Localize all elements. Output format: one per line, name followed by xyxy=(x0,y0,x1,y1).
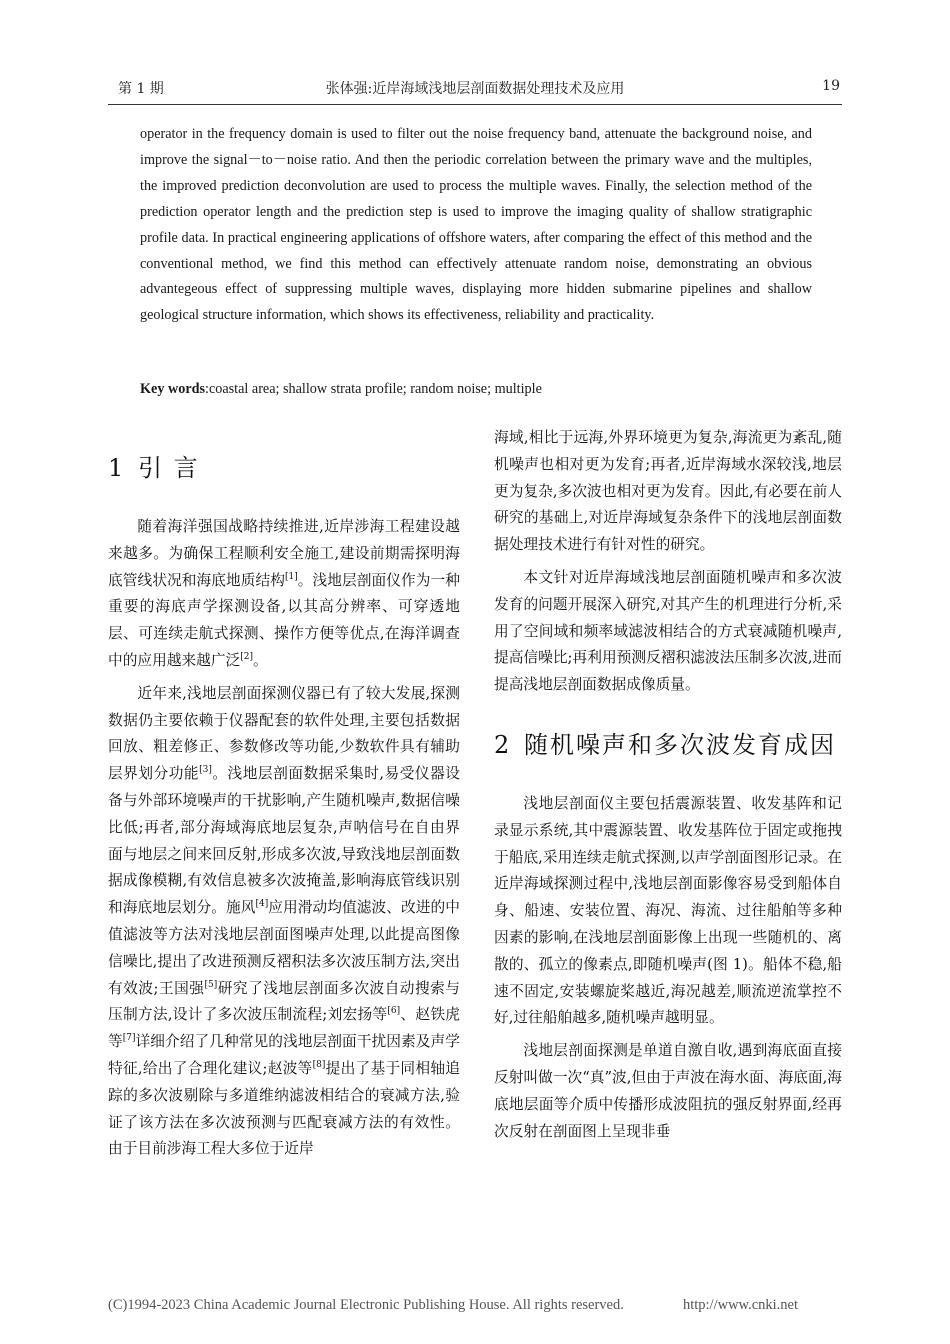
keywords xyxy=(140,376,812,402)
section-1-number: 1 xyxy=(108,454,126,482)
citation-ref[interactable]: [5] xyxy=(204,979,218,990)
keywords-text: :coastal area; shallow strata profile; random noise; multiple xyxy=(205,381,542,397)
keywords-label: Key words xyxy=(140,381,206,397)
section-2-heading xyxy=(494,729,842,761)
section-1-title: 引 言 xyxy=(138,454,200,482)
left-column xyxy=(108,452,460,1169)
header-rule xyxy=(108,104,842,105)
citation-ref[interactable]: [7] xyxy=(122,1033,136,1044)
section-2-title: 随机噪声和多次波发育成因 xyxy=(524,730,836,759)
running-title: 张体强:近岸海域浅地层剖面数据处理技术及应用 xyxy=(325,81,625,97)
citation-ref[interactable]: [8] xyxy=(312,1059,326,1070)
copyright-notice: (C)1994-2023 China Academic Journal Electronic Publishing House. All rights reserved. xyxy=(108,1297,624,1313)
abstract-text: operator in the frequency domain is used to filter out the noise frequency band, attenuate the background noise, and improve the signal－to－noise ratio. And then the periodic correlation between the primary wave and the multiples, the improved prediction deconvolution are used to process the multiple waves. Finally, the selection method of the prediction operator length and the prediction step is used to improve the imaging quality of shallow stratigraphic profile data. In practical engineering applications of offshore waters, after comparing the effect of this method and the conventional method, we find this method can effectively attenuate random noise, demonstrating an obvious advantegeous effect of suppressing multiple waves, displaying more hidden submarine pipelines and shallow geological structure information, which shows its effectiveness, reliability and practicality. xyxy=(140,126,812,324)
footer xyxy=(108,1297,798,1314)
section-2-number: 2 xyxy=(494,730,512,759)
paragraph: 随着海洋强国战略持续推进,近岸涉海工程建设越来越多。为确保工程顺利安全施工,建设前期需探明海底管线状况和海底地质结构[1]。浅地层剖面仪作为一种重要的海底声学探测设备,以其高分辨率、可穿透地层、可连续走航式探测、操作方便等优点,在海洋调查中的应用越来越广泛[2]。 xyxy=(108,518,460,669)
citation-ref[interactable]: [3] xyxy=(199,765,212,776)
citation-ref[interactable]: [4] xyxy=(255,899,269,910)
right-column xyxy=(494,425,842,1151)
citation-ref[interactable]: [6] xyxy=(387,1006,401,1017)
citation-ref[interactable]: [1] xyxy=(284,571,298,582)
page-number: 19 xyxy=(822,78,840,94)
paragraph: 浅地层剖面仪主要包括震源装置、收发基阵和记录显示系统,其中震源装置、收发基阵位于固定或拖拽于船底,采用连续走航式探测,以声学剖面图形记录。在近岸海域探测过程中,浅地层剖面影像容易受到船体自身、船速、安装位置、海况、海流、过往船舶等多种因素的影响,在浅地层剖面影像上出现一些随机的、离散的、孤立的像素点,即随机噪声(图 1)。船体不稳,船速不固定,安装螺旋桨越近,海况越差,顺流逆流掌控不好,过往船舶越多,随机噪声越明显。 xyxy=(494,794,842,1027)
website-link[interactable]: http://www.cnki.net xyxy=(682,1297,798,1313)
section-1-heading xyxy=(108,452,460,484)
paragraph: 本文针对近岸海域浅地层剖面随机噪声和多次波发育的问题开展深入研究,对其产生的机理进行分析,采用了空间域和频率域滤波相结合的方式衰减随机噪声,提高信噪比;再利用预测反褶积滤波法压制多次波,进而提高浅地层剖面数据成像质量。 xyxy=(494,568,842,694)
paragraph: 浅地层剖面探测是单道自激自收,遇到海底面直接反射叫做一次“真”波,但由于声波在海水面、海底面,海底地层面等介质中传播形成波阻抗的强反射界面,经再次反射在剖面图上呈现非垂 xyxy=(494,1042,842,1140)
issue-label: 第 1 期 xyxy=(118,81,164,97)
citation-ref[interactable]: [2] xyxy=(240,651,253,662)
paragraph: 近年来,浅地层剖面探测仪器已有了较大发展,探测数据仍主要依赖于仪器配套的软件处理,主要包括数据回放、粗差修正、参数修改等功能,少数软件具有辅助层界划分功能[3]。浅地层剖面数据采集时,易受仪器设备与外部环境噪声的干扰影响,产生随机噪声,数据信噪比低;再者,部分海域海底地层复杂,声呐信号在自由界面与地层之间来回反射,形成多次波,导致浅地层剖面数据成像模糊,有效信息被多次波掩盖,影响海底管线识别和海底地层划分。施风[4]应用滑动均值滤波、改进的中值滤波等方法对浅地层剖面图噪声处理,以此提高图像信噪比,提出了改进预测反褶积法多次波压制方法,突出有效波;王国强[5]研究了浅地层剖面多次波自动搜索与压制方法,设计了多次波压制流程;刘宏扬等[6]、赵铁虎等[7]详细介绍了几种常见的浅地层剖面干扰因素及声学特征,给出了合理化建议;赵波等[8]提出了基于同相轴追踪的多次波剔除与多道维纳滤波相结合的衰减方法,验证了该方法在多次波预测与匹配衰减方法的有效性。由于目前涉海工程大多位于近岸 xyxy=(108,684,460,1158)
paragraph-continued: 海域,相比于远海,外界环境更为复杂,海流更为紊乱,随机噪声也相对更为发育;再者,近岸海域水深较浅,地层更为复杂,多次波也相对更为发育。因此,有必要在前人研究的基础上,对近岸海域复杂条件下的浅地层剖面数据处理技术进行有针对性的研究。 xyxy=(494,429,842,554)
